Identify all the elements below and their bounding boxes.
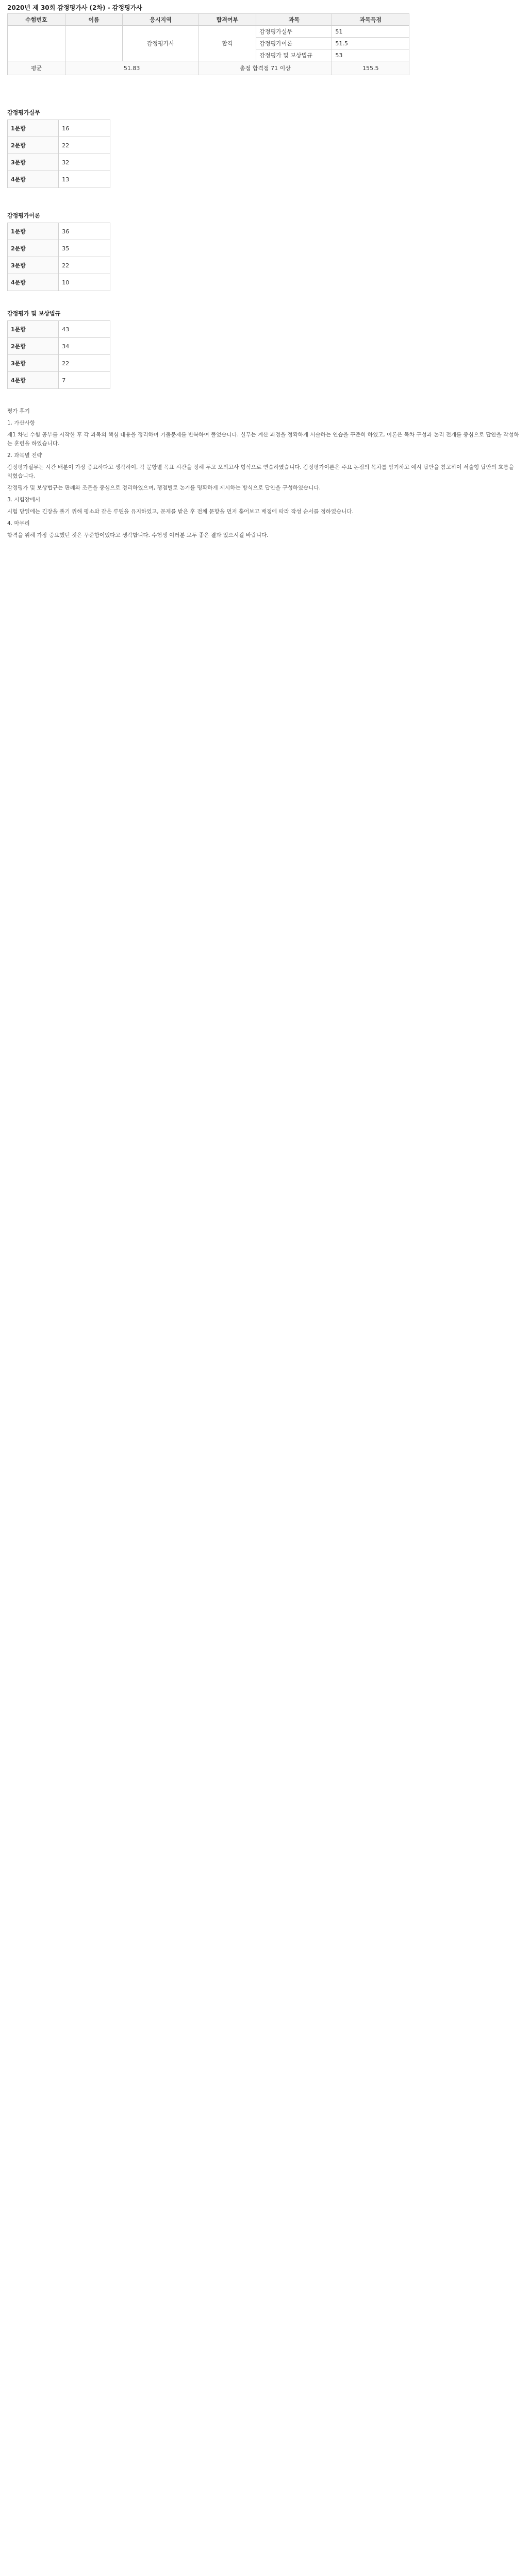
question-score: 16 bbox=[59, 120, 110, 137]
table-row bbox=[8, 26, 409, 38]
name-cell bbox=[65, 26, 123, 61]
total-value-cell: 51.83 bbox=[65, 61, 199, 75]
subject-score-cell: 51 bbox=[332, 26, 409, 38]
table-row bbox=[8, 338, 110, 355]
subject-cell: 감정평가 및 보상법규 bbox=[256, 49, 332, 61]
question-label: 4문항 bbox=[8, 372, 59, 389]
header-name: 이름 bbox=[65, 14, 123, 26]
question-score: 34 bbox=[59, 338, 110, 355]
result-cell: 합격 bbox=[199, 26, 256, 61]
article-body bbox=[7, 407, 521, 543]
question-score: 22 bbox=[59, 137, 110, 154]
table-row bbox=[8, 257, 110, 274]
section-title: 감정평가 및 보상법규 bbox=[7, 310, 61, 317]
question-label: 2문항 bbox=[8, 137, 59, 154]
question-label: 3문항 bbox=[8, 257, 59, 274]
question-score: 13 bbox=[59, 171, 110, 188]
question-label: 4문항 bbox=[8, 171, 59, 188]
header-exam-no: 수험번호 bbox=[8, 14, 65, 26]
page-title: 2020년 제 30회 감정평가사 (2차) - 감정평가사 bbox=[7, 4, 142, 11]
score-table bbox=[7, 13, 409, 75]
section-table bbox=[7, 120, 110, 188]
article-paragraph: 1. 가산사항 bbox=[7, 420, 35, 426]
bottom-value-cell: 155.5 bbox=[332, 61, 409, 75]
section-title: 감정평가이론 bbox=[7, 212, 40, 219]
question-score: 32 bbox=[59, 154, 110, 171]
subject-cell: 감정평가이론 bbox=[256, 38, 332, 49]
question-score: 10 bbox=[59, 274, 110, 291]
question-label: 1문항 bbox=[8, 120, 59, 137]
question-score: 35 bbox=[59, 240, 110, 257]
subject-score-cell: 51.5 bbox=[332, 38, 409, 49]
header-result: 합격여부 bbox=[199, 14, 256, 26]
bottom-label-cell: 총점 합격점 71 이상 bbox=[199, 61, 332, 75]
article-paragraph: 시험 당일에는 긴장을 풀기 위해 평소와 같은 루틴을 유지하였고, 문제를 받은 후 전체 문항을 먼저 훑어보고 배점에 따라 작성 순서를 정하였습니다. bbox=[7, 509, 354, 515]
question-label: 1문항 bbox=[8, 223, 59, 240]
section-table bbox=[7, 320, 110, 389]
section-title: 감정평가실무 bbox=[7, 109, 40, 116]
article-paragraph: 감정평가실무는 시간 배분이 가장 중요하다고 생각하여, 각 문항별 목표 시간을 정해 두고 모의고사 형식으로 연습하였습니다. 감정평가이론은 주요 논점의 목차를 암기하고 예시 답안을 참고하여 서술형 답안의 흐름을 익혔습니다. bbox=[7, 464, 514, 479]
article-paragraph: 2. 과목별 전략 bbox=[7, 452, 42, 459]
question-score: 36 bbox=[59, 223, 110, 240]
question-label: 4문항 bbox=[8, 274, 59, 291]
article-paragraph: 합격을 위해 가장 중요했던 것은 꾸준함이었다고 생각합니다. 수험생 여러분 모두 좋은 결과 있으시길 바랍니다. bbox=[7, 532, 269, 538]
header-region: 응시지역 bbox=[123, 14, 199, 26]
question-label: 2문항 bbox=[8, 338, 59, 355]
question-score: 43 bbox=[59, 321, 110, 338]
total-label-cell: 평균 bbox=[8, 61, 65, 75]
header-subject: 과목 bbox=[256, 14, 332, 26]
table-row bbox=[8, 240, 110, 257]
question-score: 7 bbox=[59, 372, 110, 389]
score-table-header bbox=[8, 14, 409, 26]
table-row bbox=[8, 154, 110, 171]
table-row bbox=[8, 120, 110, 137]
question-label: 2문항 bbox=[8, 240, 59, 257]
table-row bbox=[8, 372, 110, 389]
question-score: 22 bbox=[59, 257, 110, 274]
table-row bbox=[8, 274, 110, 291]
header-score: 과목득점 bbox=[332, 14, 409, 26]
table-row bbox=[8, 355, 110, 372]
table-row bbox=[8, 137, 110, 154]
region-cell: 감정평가사 bbox=[123, 26, 199, 61]
table-row-total bbox=[8, 61, 409, 75]
question-label: 1문항 bbox=[8, 321, 59, 338]
subject-cell: 감정평가실무 bbox=[256, 26, 332, 38]
table-row bbox=[8, 321, 110, 338]
question-score: 22 bbox=[59, 355, 110, 372]
article-paragraph: 감정평가 및 보상법규는 판례와 조문을 중심으로 정리하였으며, 쟁점별로 논거를 명확하게 제시하는 방식으로 답안을 구성하였습니다. bbox=[7, 485, 321, 491]
table-row bbox=[8, 171, 110, 188]
article-paragraph: 3. 시험장에서 bbox=[7, 497, 41, 503]
section-table bbox=[7, 223, 110, 291]
subject-score-cell: 53 bbox=[332, 49, 409, 61]
question-label: 3문항 bbox=[8, 355, 59, 372]
article-paragraph: 제1 차년 수험 공부를 시작한 후 각 과목의 핵심 내용을 정리하며 기출문제를 반복하여 풀었습니다. 실무는 계산 과정을 정확하게 서술하는 연습을 꾸준히 하였고, 이론은 목차 구성과 논리 전개를 중심으로 답안을 작성하는 훈련을 하였습니다. bbox=[7, 432, 519, 447]
exam-no-cell bbox=[8, 26, 65, 61]
article-intro: 평가 후기 bbox=[7, 408, 30, 414]
table-row bbox=[8, 223, 110, 240]
question-label: 3문항 bbox=[8, 154, 59, 171]
article-paragraph: 4. 마무리 bbox=[7, 520, 30, 527]
